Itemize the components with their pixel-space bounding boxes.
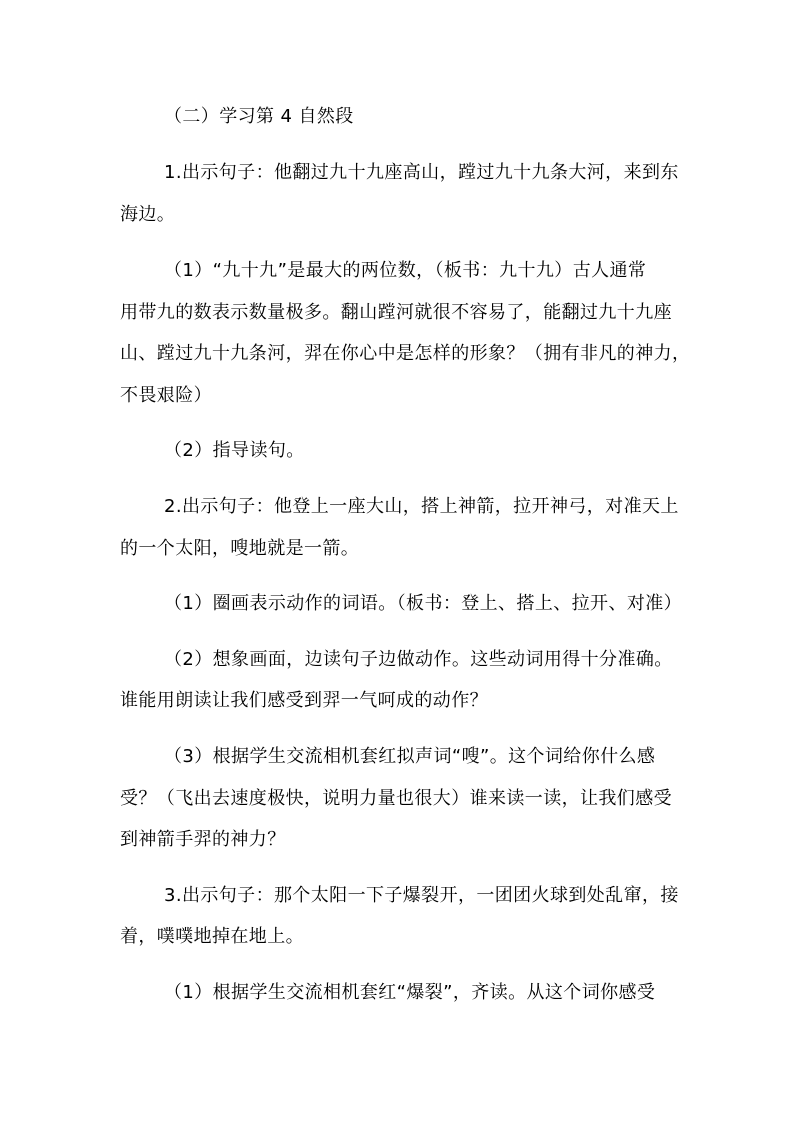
paragraph-line: （1）“九十九”是最大的两位数，（板书：九十九）古人通常 [164,260,647,281]
paragraph-line: 海边。 [120,204,176,225]
section-heading: （二）学习第 4 自然段 [164,106,354,127]
paragraph-line: 受？（飞出去速度极快，说明力量也很大）谁来读一读，让我们感受 [120,788,672,809]
paragraph-line: 2.出示句子：他登上一座大山，搭上神箭，拉开神弓，对准天上 [164,496,679,517]
paragraph-line: （2）想象画面，边读句子边做动作。这些动词用得十分准确。 [164,649,673,670]
paragraph-line: 不畏艰险） [120,385,212,406]
paragraph-line: （2）指导读句。 [164,440,305,461]
paragraph-line: 山、蹚过九十九条河，羿在你心中是怎样的形象？（拥有非凡的神力， [120,343,691,364]
paragraph-line: 的一个太阳，嗖地就是一箭。 [120,538,360,559]
paragraph-line: 着，噗噗地掉在地上。 [120,926,304,947]
paragraph-line: （1）根据学生交流相机套红“爆裂”，齐读。从这个词你感受 [164,982,656,1003]
paragraph-line: 到神箭手羿的神力？ [120,829,286,850]
paragraph-line: （3）根据学生交流相机套红拟声词“嗖”。这个词给你什么感 [164,746,656,767]
paragraph-line: （1）圈画表示动作的词语。（板书：登上、搭上、拉开、对准） [164,593,683,614]
paragraph-line: 谁能用朗读让我们感受到羿一气呵成的动作？ [120,690,488,711]
paragraph-line: 用带九的数表示数量极多。翻山蹚河就很不容易了，能翻过九十九座 [120,302,672,323]
paragraph-line: 1.出示句子：他翻过九十九座高山，蹚过九十九条大河，来到东 [164,162,679,183]
paragraph-line: 3.出示句子：那个太阳一下子爆裂开，一团团火球到处乱窜，接 [164,885,679,906]
